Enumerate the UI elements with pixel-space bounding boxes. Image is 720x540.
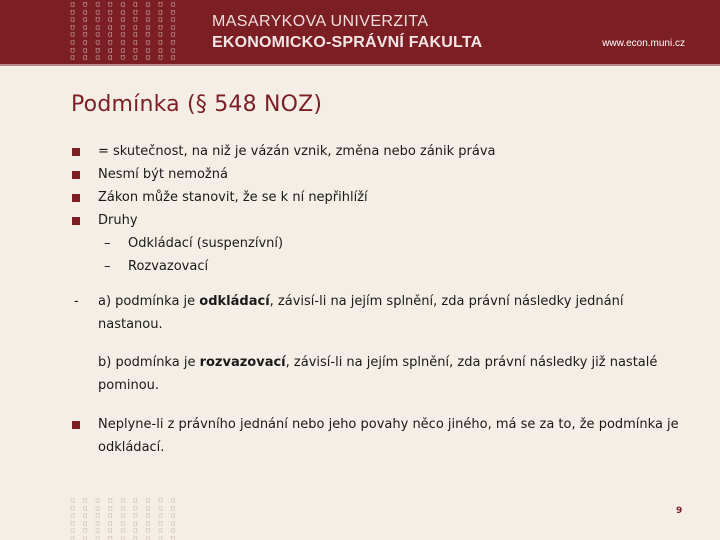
bullet-item: [72, 209, 692, 232]
bullet-text: = skutečnost, na niž je vázán vznik, změna nebo zánik práva: [98, 144, 496, 159]
slide-title: Podmínka (§ 548 NOZ): [71, 92, 323, 117]
logo-letter-pattern: ɑ ʊ ɑ ʊ ɑ ɑ ɑ ʊ ɑ ʊ ɑ ɑ ʊ ɑ ʊ ɑ ɑ ʊ ɑ ɑ ʊ ɑ ɑ ʊ ɑ ɑ ɑ ʊ ɑ ɑ ɑ ʊ ɑ ɑ ʊ ɑ ɑ ʊ ɑ ɑ ɑ ɑ ʊ ɑ ɑ ɑ ɑ ɑ ʊ ɑ ɑ ɑ ɑ ʊ ʊ ɑ ʊ ɑ ɑ ʊ ɑ ɑ ɑ ɑ ɑ ɑ ɑ ʊ ɑ ɑ ʊ ɑ: [70, 2, 177, 64]
paragraph-text-start: b) podmínka je: [98, 355, 200, 370]
paragraph-text-end: , závisí-li na jejím splnění, zda právní následky jednání nastanou.: [98, 294, 624, 332]
footer-letter-pattern: ɑ ʊ ɑ ʊ ɑ ɑ ɑ ʊ ɑ ʊ ɑ ɑ ʊ ɑ ʊ ɑ ɑ ʊ ɑ ɑ ʊ ɑ ɑ ʊ ɑ ɑ ɑ ʊ ɑ ɑ ɑ ʊ ɑ ɑ ʊ ɑ ɑ ʊ ɑ ɑ ɑ ɑ ʊ ɑ ɑ ɑ ɑ ɑ ʊ ɑ ɑ ɑ ɑ ʊ: [70, 498, 177, 540]
website-url: www.econ.muni.cz: [602, 38, 685, 49]
square-bullet-icon: [72, 421, 80, 429]
square-bullet-icon: [72, 194, 80, 202]
bold-term: odkládací: [199, 294, 270, 309]
paragraph-rozvazovaci: [72, 351, 692, 397]
bold-term: rozvazovací: [199, 355, 286, 370]
bullet-item: [72, 186, 692, 209]
bullet-text: Nesmí být nemožná: [98, 167, 228, 182]
bullet-text: Neplyne-li z právního jednání nebo jeho povahy něco jiného, má se za to, že podmínka je odkládací.: [98, 417, 679, 455]
bullet-text: Zákon může stanovit, že se k ní nepřihlíží: [98, 190, 368, 205]
header-bar: [0, 0, 720, 66]
page-number: 9: [676, 506, 683, 516]
university-name: MASARYKOVA UNIVERZITA: [212, 13, 429, 30]
dash-marker: –: [104, 259, 111, 274]
paragraph-odkladaci: [72, 290, 692, 336]
square-bullet-icon: [72, 217, 80, 225]
sub-bullet-text: Odkládací (suspenzívní): [128, 236, 284, 251]
square-bullet-icon: [72, 171, 80, 179]
sub-bullet-item: [72, 232, 692, 255]
slide-body: [72, 140, 692, 459]
dash-marker: –: [104, 236, 111, 251]
bullet-text: Druhy: [98, 213, 138, 228]
square-bullet-icon: [72, 148, 80, 156]
sub-bullet-text: Rozvazovací: [128, 259, 209, 274]
bullet-item: [72, 163, 692, 186]
paragraph-text-end: , závisí-li na jejím splnění, zda právní následky již nastalé pominou.: [98, 355, 658, 393]
bullet-item: [72, 140, 692, 163]
paragraph-text-start: a) podmínka je: [98, 294, 200, 309]
bullet-item: [72, 413, 692, 459]
faculty-name: EKONOMICKO-SPRÁVNÍ FAKULTA: [212, 34, 483, 51]
sub-bullet-item: [72, 255, 692, 278]
dash-marker: -: [74, 294, 79, 309]
